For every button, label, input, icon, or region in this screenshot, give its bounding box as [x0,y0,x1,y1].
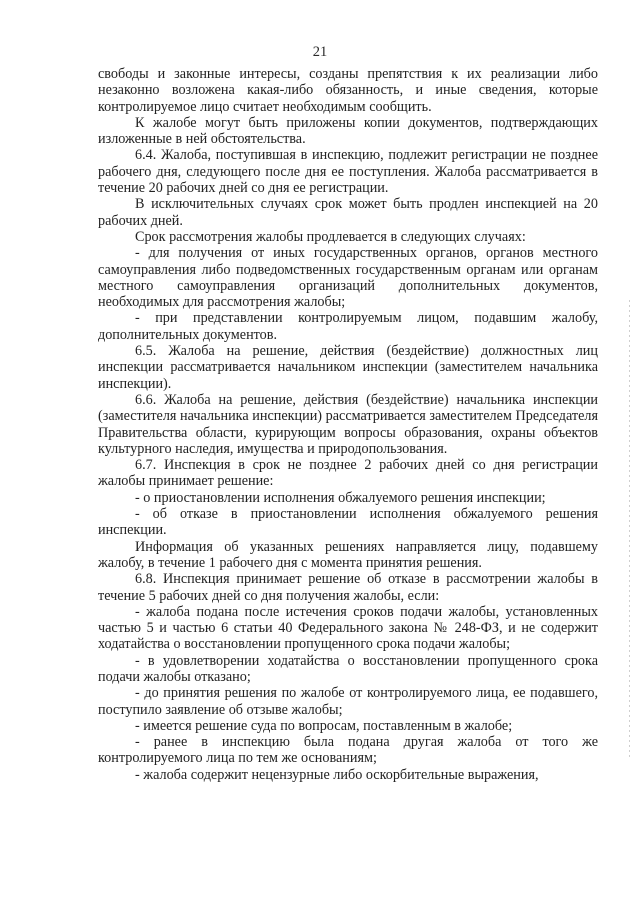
paragraph: свободы и законные интересы, созданы препятствия к их реализации либо незаконно возложена какая-либо обязанность, и иные сведения, которые контролируемое лицо считает необходимым сообщить. [98,66,598,115]
list-item: - для получения от иных государственных органов, органов местного самоуправления либо подведомственных государственным органам или органам местного самоуправления организаций дополнительных документов, необходимых для рассмотрения жалобы; [98,245,598,311]
list-item: - при представлении контролируемым лицом, подавшим жалобу, дополнительных документов. [98,310,598,343]
list-item: - о приостановлении исполнения обжалуемого решения инспекции; [135,489,546,506]
scan-edge-mark [629,300,630,760]
list-item: - жалоба подана после истечения сроков подачи жалобы, установленных частью 5 и частью 6 статьи 40 Федерального закона № 248-ФЗ, и не содержит ходатайства о восстановлении пропущенного срока подачи жалобы; [98,603,598,653]
paragraph: 6.6. Жалоба на решение, действия (бездействие) начальника инспекции (заместителя начальника инспекции) рассматривается заместителем Председателя Правительства области, курирующим вопросы образования, охраны объектов культурного наследия, имущества и природопользования. [98,391,598,457]
paragraph: 6.5. Жалоба на решение, действия (бездействие) должностных лиц инспекции рассматривается начальником инспекции (заместителем начальника инспекции). [98,343,598,392]
page-number: 21 [312,44,328,60]
paragraph: 6.8. Инспекция принимает решение об отказе в рассмотрении жалобы в течение 5 рабочих дней со дня получения жалобы, если: [98,571,598,604]
list-item: - ранее в инспекцию была подана другая жалоба от того же контролируемого лица по тем же основаниям; [98,734,598,767]
paragraph: К жалобе могут быть приложены копии документов, подтверждающих изложенные в ней обстоятельства. [98,114,598,148]
paragraph: 6.4. Жалоба, поступившая в инспекцию, подлежит регистрации не позднее рабочего дня, следующего после дня ее поступления. Жалоба рассматривается в течение 20 рабочих дней со дня ее регистрации. [98,147,598,197]
list-item: - об отказе в приостановлении исполнения обжалуемого решения инспекции. [98,506,598,539]
paragraph: 6.7. Инспекция в срок не позднее 2 рабочих дней со дня регистрации жалобы принимает решение: [98,457,598,490]
list-item: - имеется решение суда по вопросам, поставленным в жалобе; [135,717,513,734]
paragraph: В исключительных случаях срок может быть продлен инспекцией на 20 рабочих дней. [98,196,598,229]
paragraph: Срок рассмотрения жалобы продлевается в следующих случаях: [135,228,526,245]
list-item: - в удовлетворении ходатайства о восстановлении пропущенного срока подачи жалобы отказано; [98,652,598,685]
body-text [98,66,598,783]
list-item: - жалоба содержит нецензурные либо оскорбительные выражения, [135,766,539,783]
list-item: - до принятия решения по жалобе от контролируемого лица, ее подавшего, поступило заявление об отзыве жалобы; [98,685,598,718]
paragraph: Информация об указанных решениях направляется лицу, подавшему жалобу, в течение 1 рабочего дня с момента принятия решения. [98,538,598,571]
